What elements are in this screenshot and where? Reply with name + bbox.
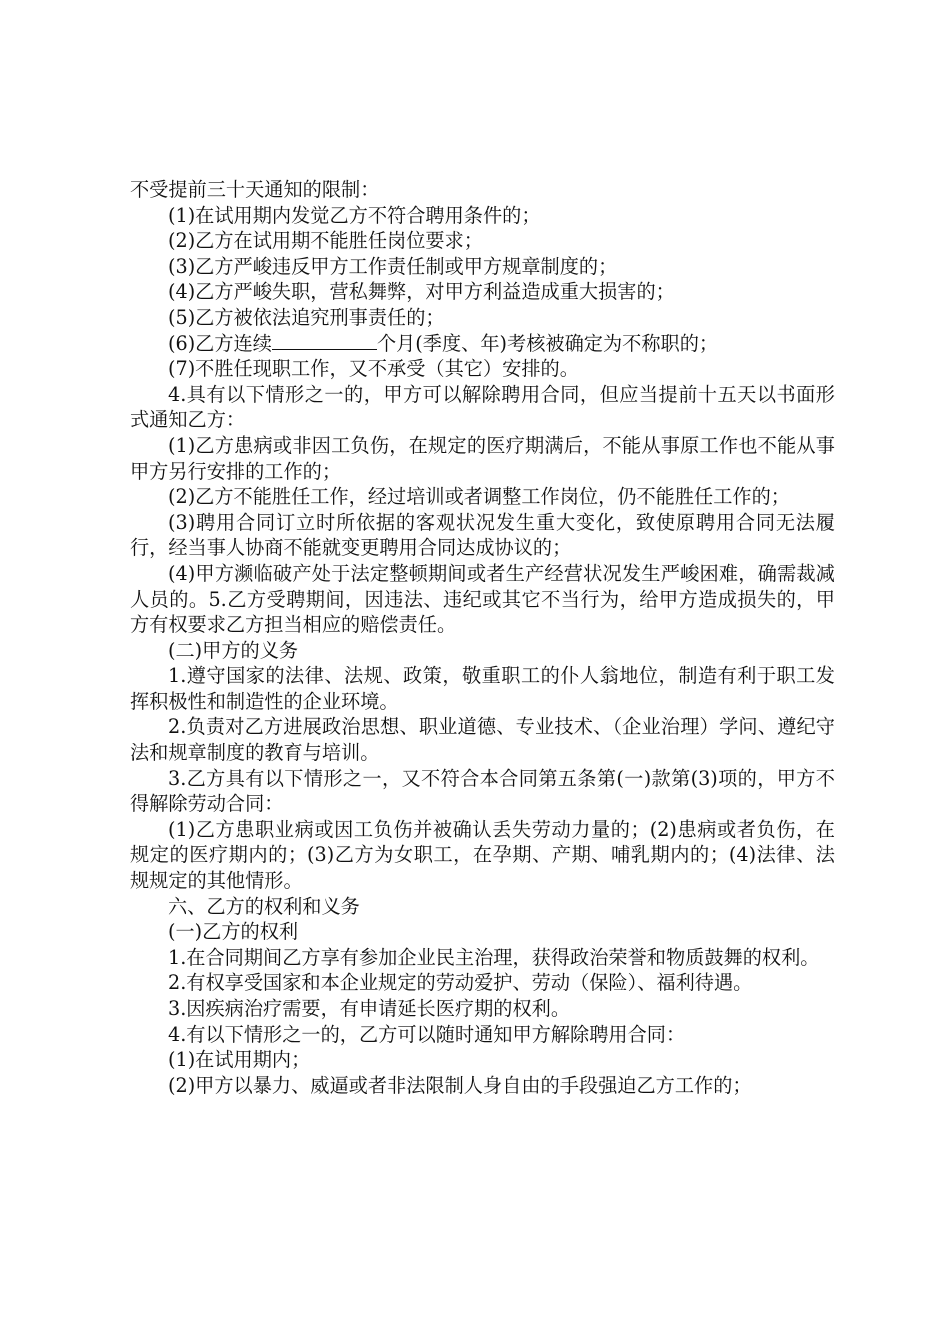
paragraph-item-1: (1)在试用期内发觉乙方不符合聘用条件的； xyxy=(168,203,541,227)
paragraph-obligation-3-items: (1)乙方患职业病或因工负伤并被确认丢失劳动力量的；(2)患病或者负伤，在规定的医疗期内的；(3)乙方为女职工，在孕期、产期、哺乳期内的；(4)法律、法规规定的其他情形。 xyxy=(130,817,835,893)
paragraph-obligation-3: 3.乙方具有以下情形之一，又不符合本合同第五条第(一)款第(3)项的，甲方不得解除劳动合同： xyxy=(130,766,835,816)
paragraph-clause-4-4: (4)甲方濒临破产处于法定整顿期间或者生产经营状况发生严峻困难，确需裁减人员的。5.乙方受聘期间，因违法、违纪或其它不当行为，给甲方造成损失的，甲方有权要求乙方担当相应的赔偿责任。 xyxy=(130,561,835,637)
paragraph-right-3: 3.因疾病治疗需要，有申请延长医疗期的权利。 xyxy=(168,997,571,1020)
fill-in-blank xyxy=(272,331,377,350)
paragraph-clause-4: 4.具有以下情形之一的，甲方可以解除聘用合同，但应当提前十五天以书面形式通知乙方： xyxy=(130,382,835,432)
paragraph-right-4-1: (1)在试用期内； xyxy=(168,1048,311,1072)
paragraph-clause-4-2: (2)乙方不能胜任工作，经过培训或者调整工作岗位，仍不能胜任工作的； xyxy=(168,485,790,509)
paragraph-item-7: (7)不胜任现职工作，又不承受（其它）安排的。 xyxy=(168,357,579,381)
paragraph-item-6 xyxy=(130,331,835,357)
section-heading-party-b-rights: (一)乙方的权利 xyxy=(168,920,299,944)
paragraph-item-4: (4)乙方严峻失职，营私舞弊，对甲方利益造成重大损害的； xyxy=(168,280,675,304)
paragraph-right-4: 4.有以下情形之一的，乙方可以随时通知甲方解除聘用合同： xyxy=(168,1022,686,1046)
paragraph-item-6-before: (6)乙方连续 xyxy=(168,331,272,355)
paragraph-obligation-2: 2.负责对乙方进展政治思想、职业道德、专业技术、（企业治理）学问、遵纪守法和规章制度的教育与培训。 xyxy=(130,715,835,765)
paragraph-item-3: (3)乙方严峻违反甲方工作责任制或甲方规章制度的； xyxy=(168,254,618,278)
paragraph-item-5: (5)乙方被依法追究刑事责任的； xyxy=(168,305,445,329)
paragraph-clause-4-1: (1)乙方患病或非因工负伤，在规定的医疗期满后，不能从事原工作也不能从事甲方另行安排的工作的； xyxy=(130,433,835,483)
paragraph-right-4-2: (2)甲方以暴力、威逼或者非法限制人身自由的手段强迫乙方工作的； xyxy=(168,1073,752,1097)
section-heading-party-b-rights-obligations: 六、乙方的权利和义务 xyxy=(168,894,360,918)
paragraph-item-6-after: 个月(季度、年)考核被确定为不称职的； xyxy=(376,331,719,355)
paragraph-continuation: 不受提前三十天通知的限制： xyxy=(130,178,380,201)
paragraph-obligation-1: 1.遵守国家的法律、法规、政策，敬重职工的仆人翁地位，制造有利于职工发挥积极性和制造性的企业环境。 xyxy=(130,664,835,713)
paragraph-clause-4-3: (3)聘用合同订立时所依据的客观状况发生重大变化，致使原聘用合同无法履行，经当事人协商不能就变更聘用合同达成协议的； xyxy=(130,510,835,560)
section-heading-party-a-obligations: (二)甲方的义务 xyxy=(168,638,299,662)
paragraph-right-2: 2.有权享受国家和本企业规定的劳动爱护、劳动（保险）、福利待遇。 xyxy=(168,971,753,995)
paragraph-item-2: (2)乙方在试用期不能胜任岗位要求； xyxy=(168,229,483,253)
paragraph-right-1: 1.在合同期间乙方享有参加企业民主治理，获得政治荣誉和物质鼓舞的权利。 xyxy=(168,945,820,969)
document-page xyxy=(130,177,835,1098)
